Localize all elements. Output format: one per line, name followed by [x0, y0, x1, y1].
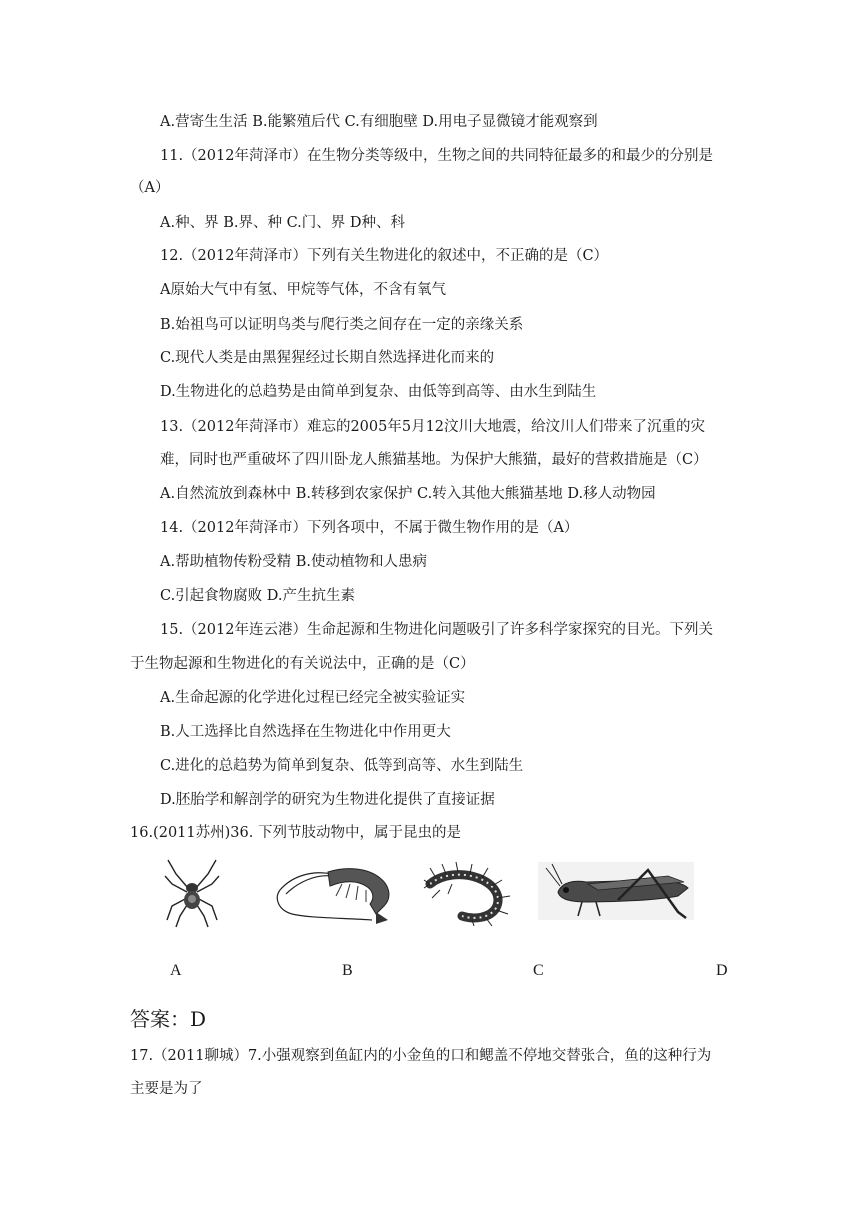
spider-image	[164, 858, 220, 928]
q14-options-cd: C.引起食物腐败 D.产生抗生素	[160, 588, 356, 604]
q14-stem: 14.（2012年菏泽市）下列各项中，不属于微生物作用的是（A）	[160, 520, 579, 536]
q16-answer: 答案：D	[130, 1007, 207, 1031]
q16-label-b: B	[342, 962, 353, 979]
q16-label-c: C	[533, 962, 544, 979]
q12-option-d: D.生物进化的总趋势是由简单到复杂、由低等到高等、由水生到陆生	[160, 384, 597, 400]
grasshopper-image	[538, 862, 694, 920]
q12-option-a: A原始大气中有氢、甲烷等气体，不含有氧气	[160, 282, 446, 298]
q16-label-a: A	[170, 962, 182, 979]
q12-option-c: C.现代人类是由黑猩猩经过长期自然选择进化而来的	[160, 350, 495, 366]
q15-option-b: B.人工选择比自然选择在生物进化中作用更大	[160, 724, 451, 740]
q15-option-d: D.胚胎学和解剖学的研究为生物进化提供了直接证据	[160, 792, 495, 808]
q14-options-ab: A.帮助植物传粉受精 B.使动植物和人患病	[160, 554, 427, 570]
q13-options: A.自然流放到森林中 B.转移到农家保护 C.转入其他大熊猫基地 D.移人动物园	[160, 486, 656, 502]
q17-stem-line2: 主要是为了	[130, 1081, 203, 1097]
q10-options: A.营寄生生活 B.能繁殖后代 C.有细胞壁 D.用电子显微镜才能观察到	[160, 114, 598, 130]
q16-stem: 16.(2011苏州)36. 下列节肢动物中，属于昆虫的是	[130, 825, 461, 841]
q11-stem: 11.（2012年菏泽市）在生物分类等级中，生物之间的共同特征最多的和最少的分别是	[160, 148, 713, 164]
q12-stem: 12.（2012年菏泽市）下列有关生物进化的叙述中，不正确的是（C）	[160, 248, 609, 264]
q15-option-c: C.进化的总趋势为简单到复杂、低等到高等、水生到陆生	[160, 758, 524, 774]
q12-option-b: B.始祖鸟可以证明鸟类与爬行类之间存在一定的亲缘关系	[160, 317, 524, 333]
q13-stem-line1: 13.（2012年菏泽市）难忘的2005年5月12汶川大地震，给汶川人们带来了沉重的灾	[160, 419, 706, 435]
centipede-image	[422, 862, 512, 926]
q15-stem-line1: 15.（2012年连云港）生命起源和生物进化问题吸引了许多科学家探究的目光。下列关	[160, 622, 713, 638]
q11-options: A.种、界 B.界、种 C.门、界 D种、科	[160, 215, 405, 231]
shrimp-image	[272, 862, 396, 930]
q15-option-a: A.生命起源的化学进化过程已经完全被实验证实	[160, 690, 466, 706]
q16-label-d: D	[716, 962, 728, 979]
q15-stem-line2: 于生物起源和生物进化的有关说法中，正确的是（C）	[130, 656, 475, 672]
q11-answer: （A）	[130, 180, 170, 196]
q13-stem-line2: 难，同时也严重破坏了四川卧龙人熊猫基地。为保护大熊猫，最好的营救措施是（C）	[160, 452, 708, 468]
q17-stem-line1: 17.（2011聊城）7.小强观察到鱼缸内的小金鱼的口和鳃盖不停地交替张合，鱼的这种行为	[130, 1048, 712, 1064]
